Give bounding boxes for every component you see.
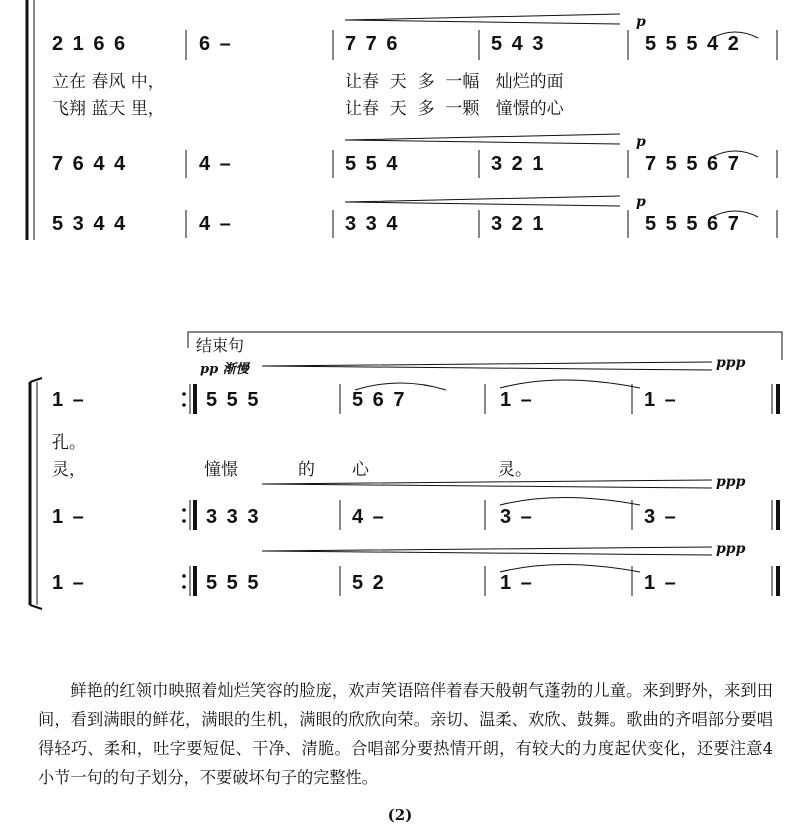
lyric-word-2: 的 [298, 460, 315, 480]
voice2-measure0: 1 – [52, 506, 86, 528]
lyric-ling: 灵， [52, 460, 86, 480]
tempo-marking: pp 渐慢 [200, 362, 249, 377]
voice1-measure3: 1 – [500, 389, 534, 411]
dynamic-ppp: ppp [716, 541, 746, 557]
voice1-measure1: 5 5 5 [206, 389, 261, 411]
section-label: 结束句 [196, 336, 245, 355]
lyric-line1-b: 让春 天 多 一幅 灿烂的面 [345, 72, 564, 92]
voice1-measure2: 6 – [199, 33, 233, 55]
voice1-measure2: 5 6 7 [352, 389, 407, 411]
voice2-measure2: 4 – [199, 153, 233, 175]
voice3-measure4: 3 2 1 [491, 213, 546, 235]
voice1-measure1: 2 1 6 6 [52, 33, 128, 55]
voice2-measure1: 3 3 3 [206, 506, 261, 528]
voice3-measure2: 4 – [199, 213, 233, 235]
dynamic-ppp: ppp [716, 474, 746, 490]
voice2-measure4: 3 2 1 [491, 153, 546, 175]
voice2-measure4: 3 – [644, 506, 678, 528]
voice1-measure0: 1 – [52, 389, 86, 411]
page-number: (2) [387, 806, 413, 824]
voice1-measure3: 7 7 6 [345, 33, 400, 55]
voice3-measure0: 1 – [52, 572, 86, 594]
voice2-measure1: 7 6 4 4 [52, 153, 128, 175]
lyric-line1-a: 立在 春风 中， [52, 72, 165, 92]
dynamic-p: p [636, 134, 646, 150]
voice1-measure4: 1 – [644, 389, 678, 411]
lyric-kong: 孔。 [52, 433, 86, 453]
voice2-measure2: 4 – [352, 506, 386, 528]
dynamic-p: p [636, 194, 646, 210]
voice1-measure4: 5 4 3 [491, 33, 546, 55]
voice3-measure3: 1 – [500, 572, 534, 594]
lyric-word-4: 灵。 [498, 460, 532, 480]
voice3-measure1: 5 5 5 [206, 572, 261, 594]
voice2-measure3: 3 – [500, 506, 534, 528]
voice3-measure5: 5 5 5 6 7 [645, 213, 741, 235]
voice1-measure5: 5 5 5 4 2 [645, 33, 741, 55]
lyric-line2-a: 飞翔 蓝天 里， [52, 99, 165, 119]
voice3-measure2: 5 2 [352, 572, 386, 594]
voice3-measure3: 3 3 4 [345, 213, 400, 235]
dynamic-ppp: ppp [716, 355, 746, 371]
voice2-measure3: 5 5 4 [345, 153, 400, 175]
voice3-measure4: 1 – [644, 572, 678, 594]
lyric-word-1: 憧憬 [204, 460, 238, 480]
lyric-word-3: 心 [352, 460, 369, 480]
lyric-line2-b: 让春 天 多 一颗 憧憬的心 [345, 99, 564, 119]
voice3-measure1: 5 3 4 4 [52, 213, 128, 235]
voice2-measure5: 7 5 5 6 7 [645, 153, 741, 175]
dynamic-p: p [636, 14, 646, 30]
commentary-paragraph: 鲜艳的红领巾映照着灿烂笑容的脸庞，欢声笑语陪伴着春天般朝气蓬勃的儿童。来到野外，来到田间，看到满眼的鲜花，满眼的生机，满眼的欣欣向荣。亲切、温柔、欢欣、鼓舞。歌曲的齐唱部分要唱得轻巧、柔和，吐字要短促、干净、清脆。合唱部分要热情开朗，有较大的力度起伏变化，还要注意4小节一句的句子划分，不要破坏句子的完整性。 [38, 681, 773, 787]
